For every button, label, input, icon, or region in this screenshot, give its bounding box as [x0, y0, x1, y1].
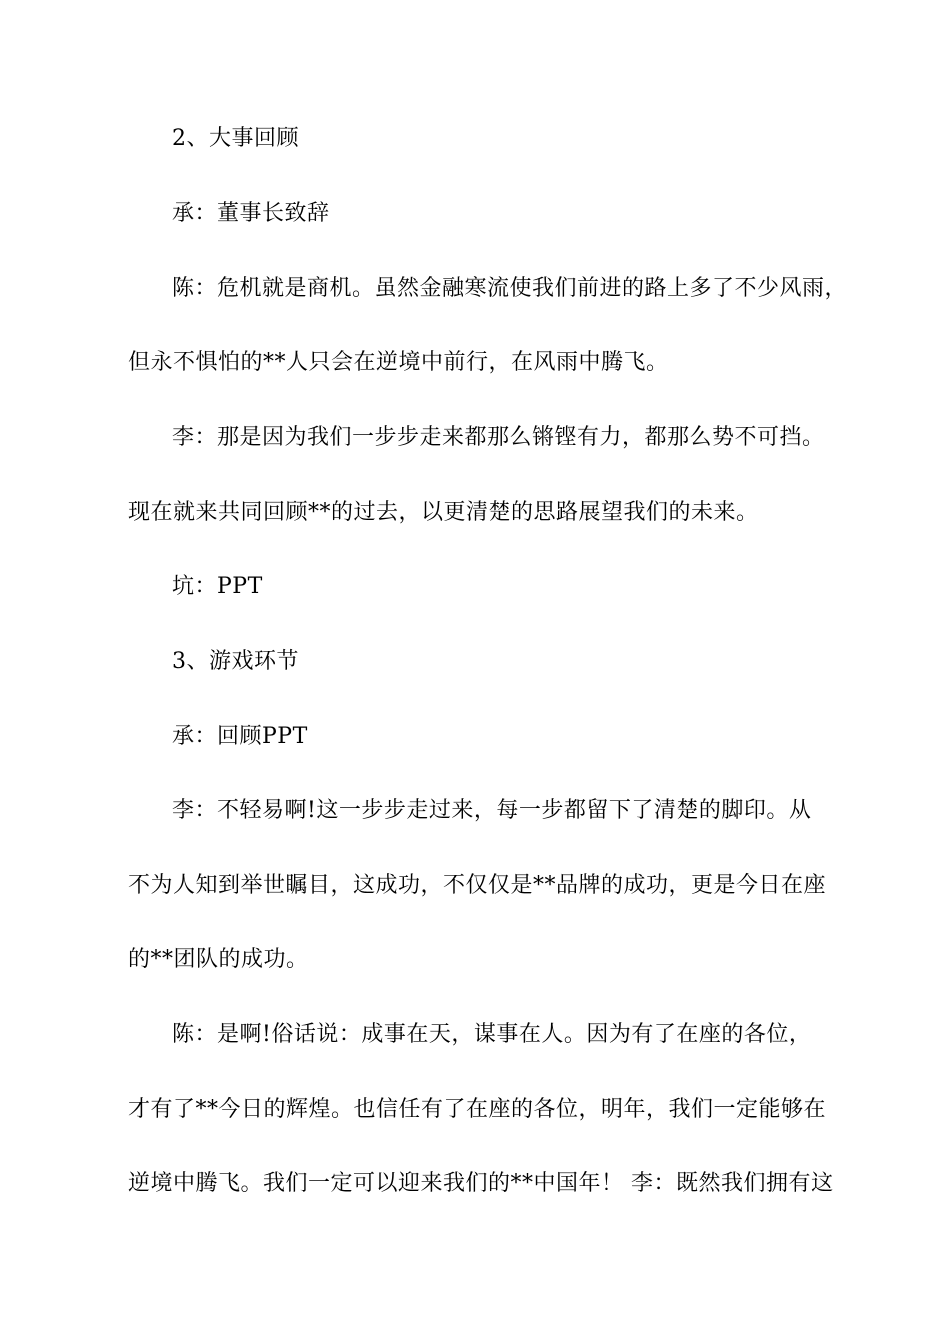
- paragraph-line: 承：董事长致辞: [172, 201, 330, 226]
- paragraph-line: 现在就来共同回顾**的过去，以更清楚的思路展望我们的未来。: [128, 500, 759, 525]
- paragraph-line: 李：不轻易啊!这一步步走过来，每一步都留下了清楚的脚印。从: [172, 798, 812, 823]
- paragraph-line: 但永不惧怕的**人只会在逆境中前行，在风雨中腾飞。: [128, 350, 669, 375]
- section-heading-3: 3、游戏环节: [172, 649, 299, 674]
- section-heading-2: 2、大事回顾: [172, 126, 299, 151]
- paragraph-line: 逆境中腾飞。我们一定可以迎来我们的**中国年！ 李：既然我们拥有这: [128, 1171, 834, 1196]
- paragraph-line: 李：那是因为我们一步步走来都那么锵铿有力，都那么势不可挡。: [172, 425, 825, 450]
- paragraph-line: 不为人知到举世瞩目，这成功，不仅仅是**品牌的成功，更是今日在座: [128, 873, 827, 898]
- paragraph-line: 的**团队的成功。: [128, 947, 309, 972]
- paragraph-line: 才有了**今日的辉煌。也信任有了在座的各位，明年，我们一定能够在: [128, 1097, 827, 1122]
- paragraph-line: 陈：危机就是商机。虽然金融寒流使我们前进的路上多了不少风雨，: [172, 276, 848, 301]
- paragraph-line: 承：回顾PPT: [172, 724, 308, 749]
- paragraph-line: 坑：PPT: [172, 574, 263, 599]
- paragraph-line: 陈：是啊!俗话说：成事在天，谋事在人。因为有了在座的各位，: [172, 1022, 812, 1047]
